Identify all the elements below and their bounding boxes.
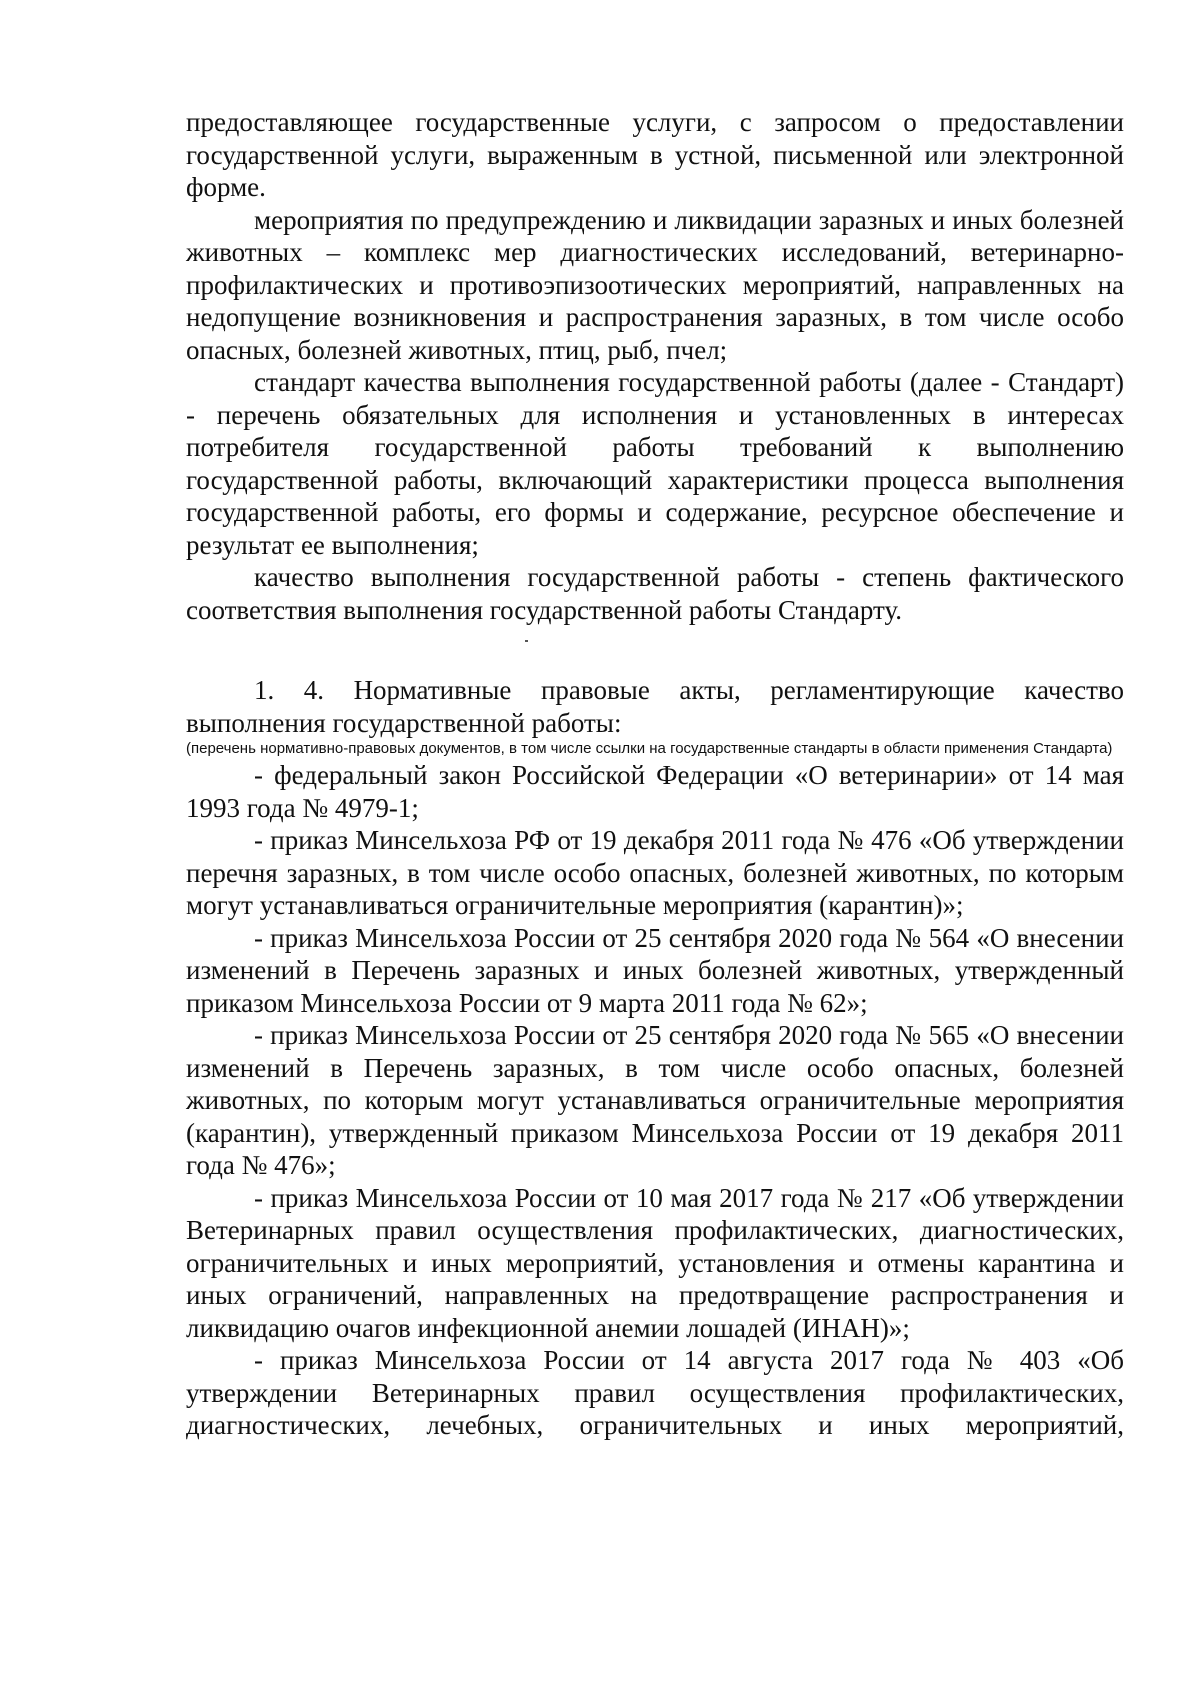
list-item-order-476: - приказ Минсельхоза РФ от 19 декабря 2011 года № 476 «Об утверждении перечня заразных, в том числе особо опасных, болезней животных, по которым могут устанавливаться ограничительные мероприятия (карантин)»; <box>186 825 1124 920</box>
document-page <box>186 106 1124 1442</box>
list-item-order-403: - приказ Минсельхоза России от 14 августа 2017 года № 403 «Об утверждении Ветеринарных правил осуществления профилактических, диагностических, лечебных, ограничительных и иных мероприятий, <box>186 1345 1124 1440</box>
paragraph-request-continuation: предоставляющее государственные услуги, с запросом о предоставлении государственной услуги, выраженным в устной, письменной или электронной форме. <box>186 107 1124 202</box>
paragraph-quality-definition: качество выполнения государственной работы - степень фактического соответствия выполнения государственной работы Стандарту. <box>186 562 1124 625</box>
scan-speck <box>525 640 528 642</box>
section-heading-normative-acts: 1. 4. Нормативные правовые акты, регламентирующие качество выполнения государственной работы: <box>186 675 1124 738</box>
list-item-order-217: - приказ Минсельхоза России от 10 мая 2017 года № 217 «Об утверждении Ветеринарных правил осуществления профилактических, диагностических, ограничительных и иных мероприятий, установления и отмены карантина и иных ограничений, направленных на предотвращение распространения и ликвидацию очагов инфекционной анемии лошадей (ИНАН)»; <box>186 1182 1124 1343</box>
section-spacer <box>186 626 1124 674</box>
section-note: (перечень нормативно-правовых документов, в том числе ссылки на государственные стандарты в области применения Стандарта) <box>186 740 1113 757</box>
paragraph-disease-prevention-definition: мероприятия по предупреждению и ликвидации заразных и иных болезней животных – комплекс мер диагностических исследований, ветеринарно-профилактических и противоэпизоотических мероприятий, направленных на недопущение возникновения и распространения заразных, в том числе особо опасных, болезней животных, птиц, рыб, пчел; <box>186 204 1124 365</box>
list-item-federal-law: - федеральный закон Российской Федерации «О ветеринарии» от 14 мая 1993 года № 4979-1; <box>186 760 1124 823</box>
list-item-order-565: - приказ Минсельхоза России от 25 сентября 2020 года № 565 «О внесении изменений в Перечень заразных, в том числе особо опасных, болезней животных, по которым могут устанавливаться ограничительные мероприятия (карантин), утвержденный приказом Минсельхоза России от 19 декабря 2011 года № 476»; <box>186 1020 1124 1180</box>
paragraph-quality-standard-definition: стандарт качества выполнения государственной работы (далее - Стандарт) - перечень обязательных для исполнения и установленных в интересах потребителя государственной работы требований к выполнению государственной работы, включающий характеристики процесса выполнения государственной работы, его формы и содержание, ресурсное обеспечение и результат ее выполнения; <box>186 367 1124 560</box>
list-item-order-564: - приказ Минсельхоза России от 25 сентября 2020 года № 564 «О внесении изменений в Перечень заразных и иных болезней животных, утвержденный приказом Минсельхоза России от 9 марта 2011 года № 62»; <box>186 922 1124 1018</box>
